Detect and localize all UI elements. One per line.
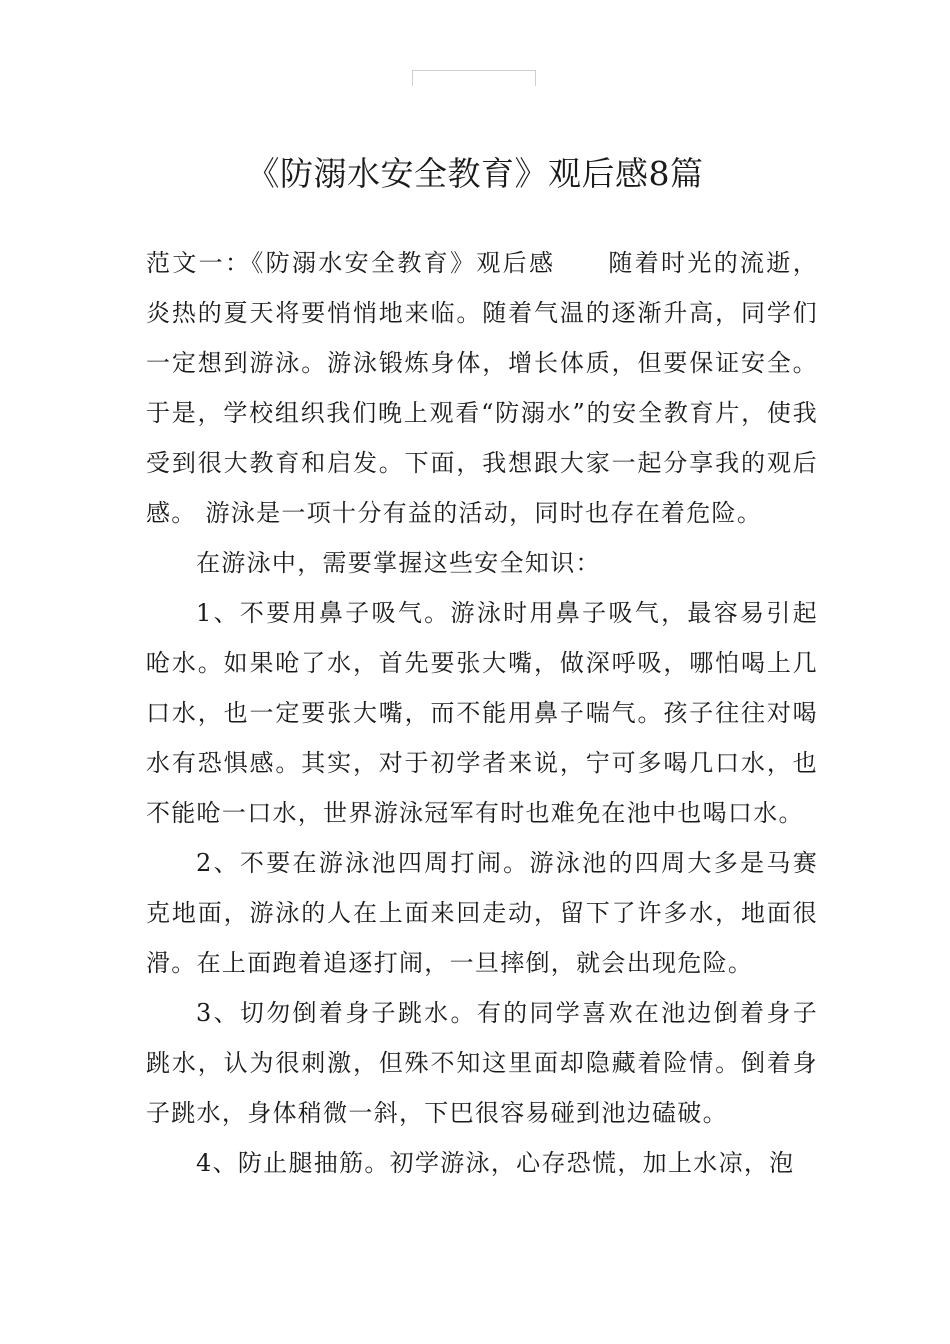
paragraph-item-1: 1、不要用鼻子吸气。游泳时用鼻子吸气，最容易引起呛水。如果呛了水，首先要张大嘴，做深呼吸，哪怕喝上几口水，也一定要张大嘴，而不能用鼻子喘气。孩子往往对喝水有恐惧感。其实，对于初学者来说，宁可多喝几口水，也不能呛一口水，世界游泳冠军有时也难免在池中也喝口水。 [146, 599, 818, 827]
page-header-mark [412, 70, 536, 86]
paragraph-item-4: 4、防止腿抽筋。初学游泳，心存恐慌，加上水凉，泡 [196, 1149, 795, 1177]
document-title: 《防溺水安全教育》观后感8篇 [246, 154, 704, 193]
paragraph-item-3: 3、切勿倒着身子跳水。有的同学喜欢在池边倒着身子跳水，认为很刺激，但殊不知这里面却隐藏着险情。倒着身子跳水，身体稍微一斜，下巴很容易碰到池边磕破。 [146, 999, 818, 1127]
document-body [146, 238, 818, 1188]
paragraph-item-2: 2、不要在游泳池四周打闹。游泳池的四周大多是马赛克地面，游泳的人在上面来回走动，留下了许多水，地面很滑。在上面跑着追逐打闹，一旦摔倒，就会出现危险。 [146, 849, 818, 977]
intro-text: 随着时光的流逝，炎热的夏天将要悄悄地来临。随着气温的逐渐升高，同学们一定想到游泳。游泳锻炼身体，增长体质，但要保证安全。于是，学校组织我们晚上观看“防溺水”的安全教育片，使我受到很大教育和启发。下面，我想跟大家一起分享我的观后感。 游泳是一项十分有益的活动，同时也存在着危险。 [146, 249, 818, 527]
intro-heading: 范文一：《防溺水安全教育》观后感 [146, 249, 556, 277]
paragraph-safety-intro: 在游泳中，需要掌握这些安全知识： [196, 549, 601, 577]
intro-paragraph [146, 238, 818, 538]
